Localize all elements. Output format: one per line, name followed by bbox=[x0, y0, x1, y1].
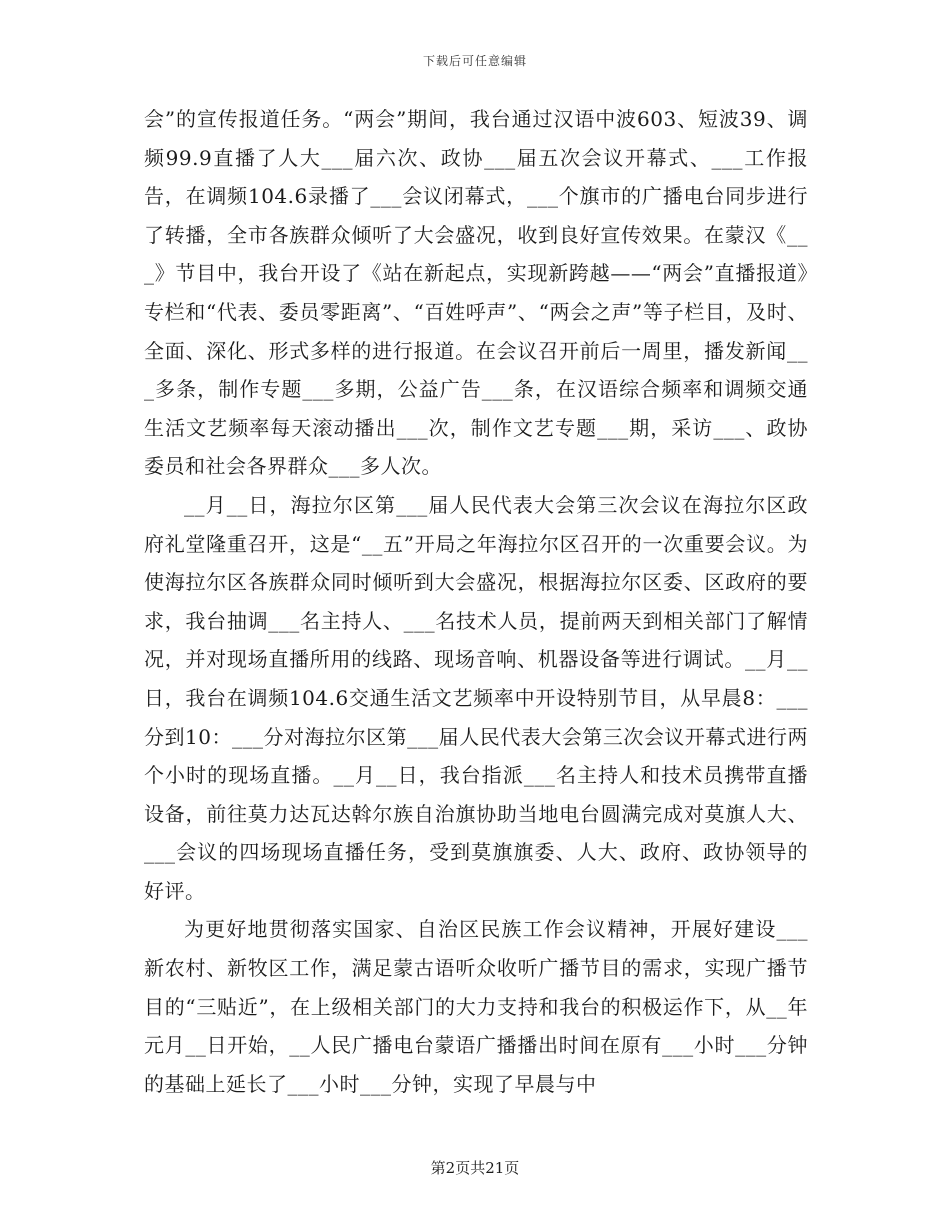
paragraph-2: __月__日，海拉尔区第___届人民代表大会第三次会议在海拉尔区政府礼堂隆重召开，这是“__五”开局之年海拉尔区召开的一次重要会议。为使海拉尔区各族群众同时倾听到大会盛况，根据海拉尔区委、区政府的要求，我台抽调___名主持人、___名技术人员，提前两天到相关部门了解情况，并对现场直播所用的线路、现场音响、机器设备等进行调试。__月__日，我台在调频104.6交通生活文艺频率中开设特别节目，从早晨8：___分到10：___分对海拉尔区第___届人民代表大会第三次会议开幕式进行两个小时的现场直播。__月__日，我台指派___名主持人和技术员携带直播设备，前往莫力达瓦达斡尔族自治旗协助当地电台圆满完成对莫旗人大、___会议的四场现场直播任务，受到莫旗旗委、人大、政府、政协领导的好评。 bbox=[144, 492, 808, 903]
paragraph-3: 为更好地贯彻落实国家、自治区民族工作会议精神，开展好建设___新农村、新牧区工作，满足蒙古语听众收听广播节目的需求，实现广播节目的“三贴近”，在上级相关部门的大力支持和我台的积极运作下，从__年元月__日开始，__人民广播电台蒙语广播播出时间在原有___小时___分钟的基础上延长了___小时___分钟，实现了早晨与中 bbox=[144, 917, 808, 1096]
page-number: 第2页共21页 bbox=[430, 1159, 520, 1177]
paragraph-1: 会”的宣传报道任务。“两会”期间，我台通过汉语中波603、短波39、调频99.9直播了人大___届六次、政协___届五次会议开幕式、___工作报告，在调频104.6录播了___会议闭幕式，___个旗市的广播电台同步进行了转播，全市各族群众倾听了大会盛况，收到良好宣传效果。在蒙汉《___》节目中，我台开设了《站在新起点，实现新跨越——“两会”直播报道》专栏和“代表、委员零距离”、“百姓呼声”、“两会之声”等子栏目，及时、全面、深化、形式多样的进行报道。在会议召开前后一周里，播发新闻___多条，制作专题___多期，公益广告___条，在汉语综合频率和调频交通生活文艺频率每天滚动播出___次，制作文艺专题___期，采访___、政协委员和社会各界群众___多人次。 bbox=[144, 107, 808, 479]
page-header: 下载后可任意编辑 bbox=[422, 54, 527, 68]
document-body bbox=[144, 100, 808, 1103]
